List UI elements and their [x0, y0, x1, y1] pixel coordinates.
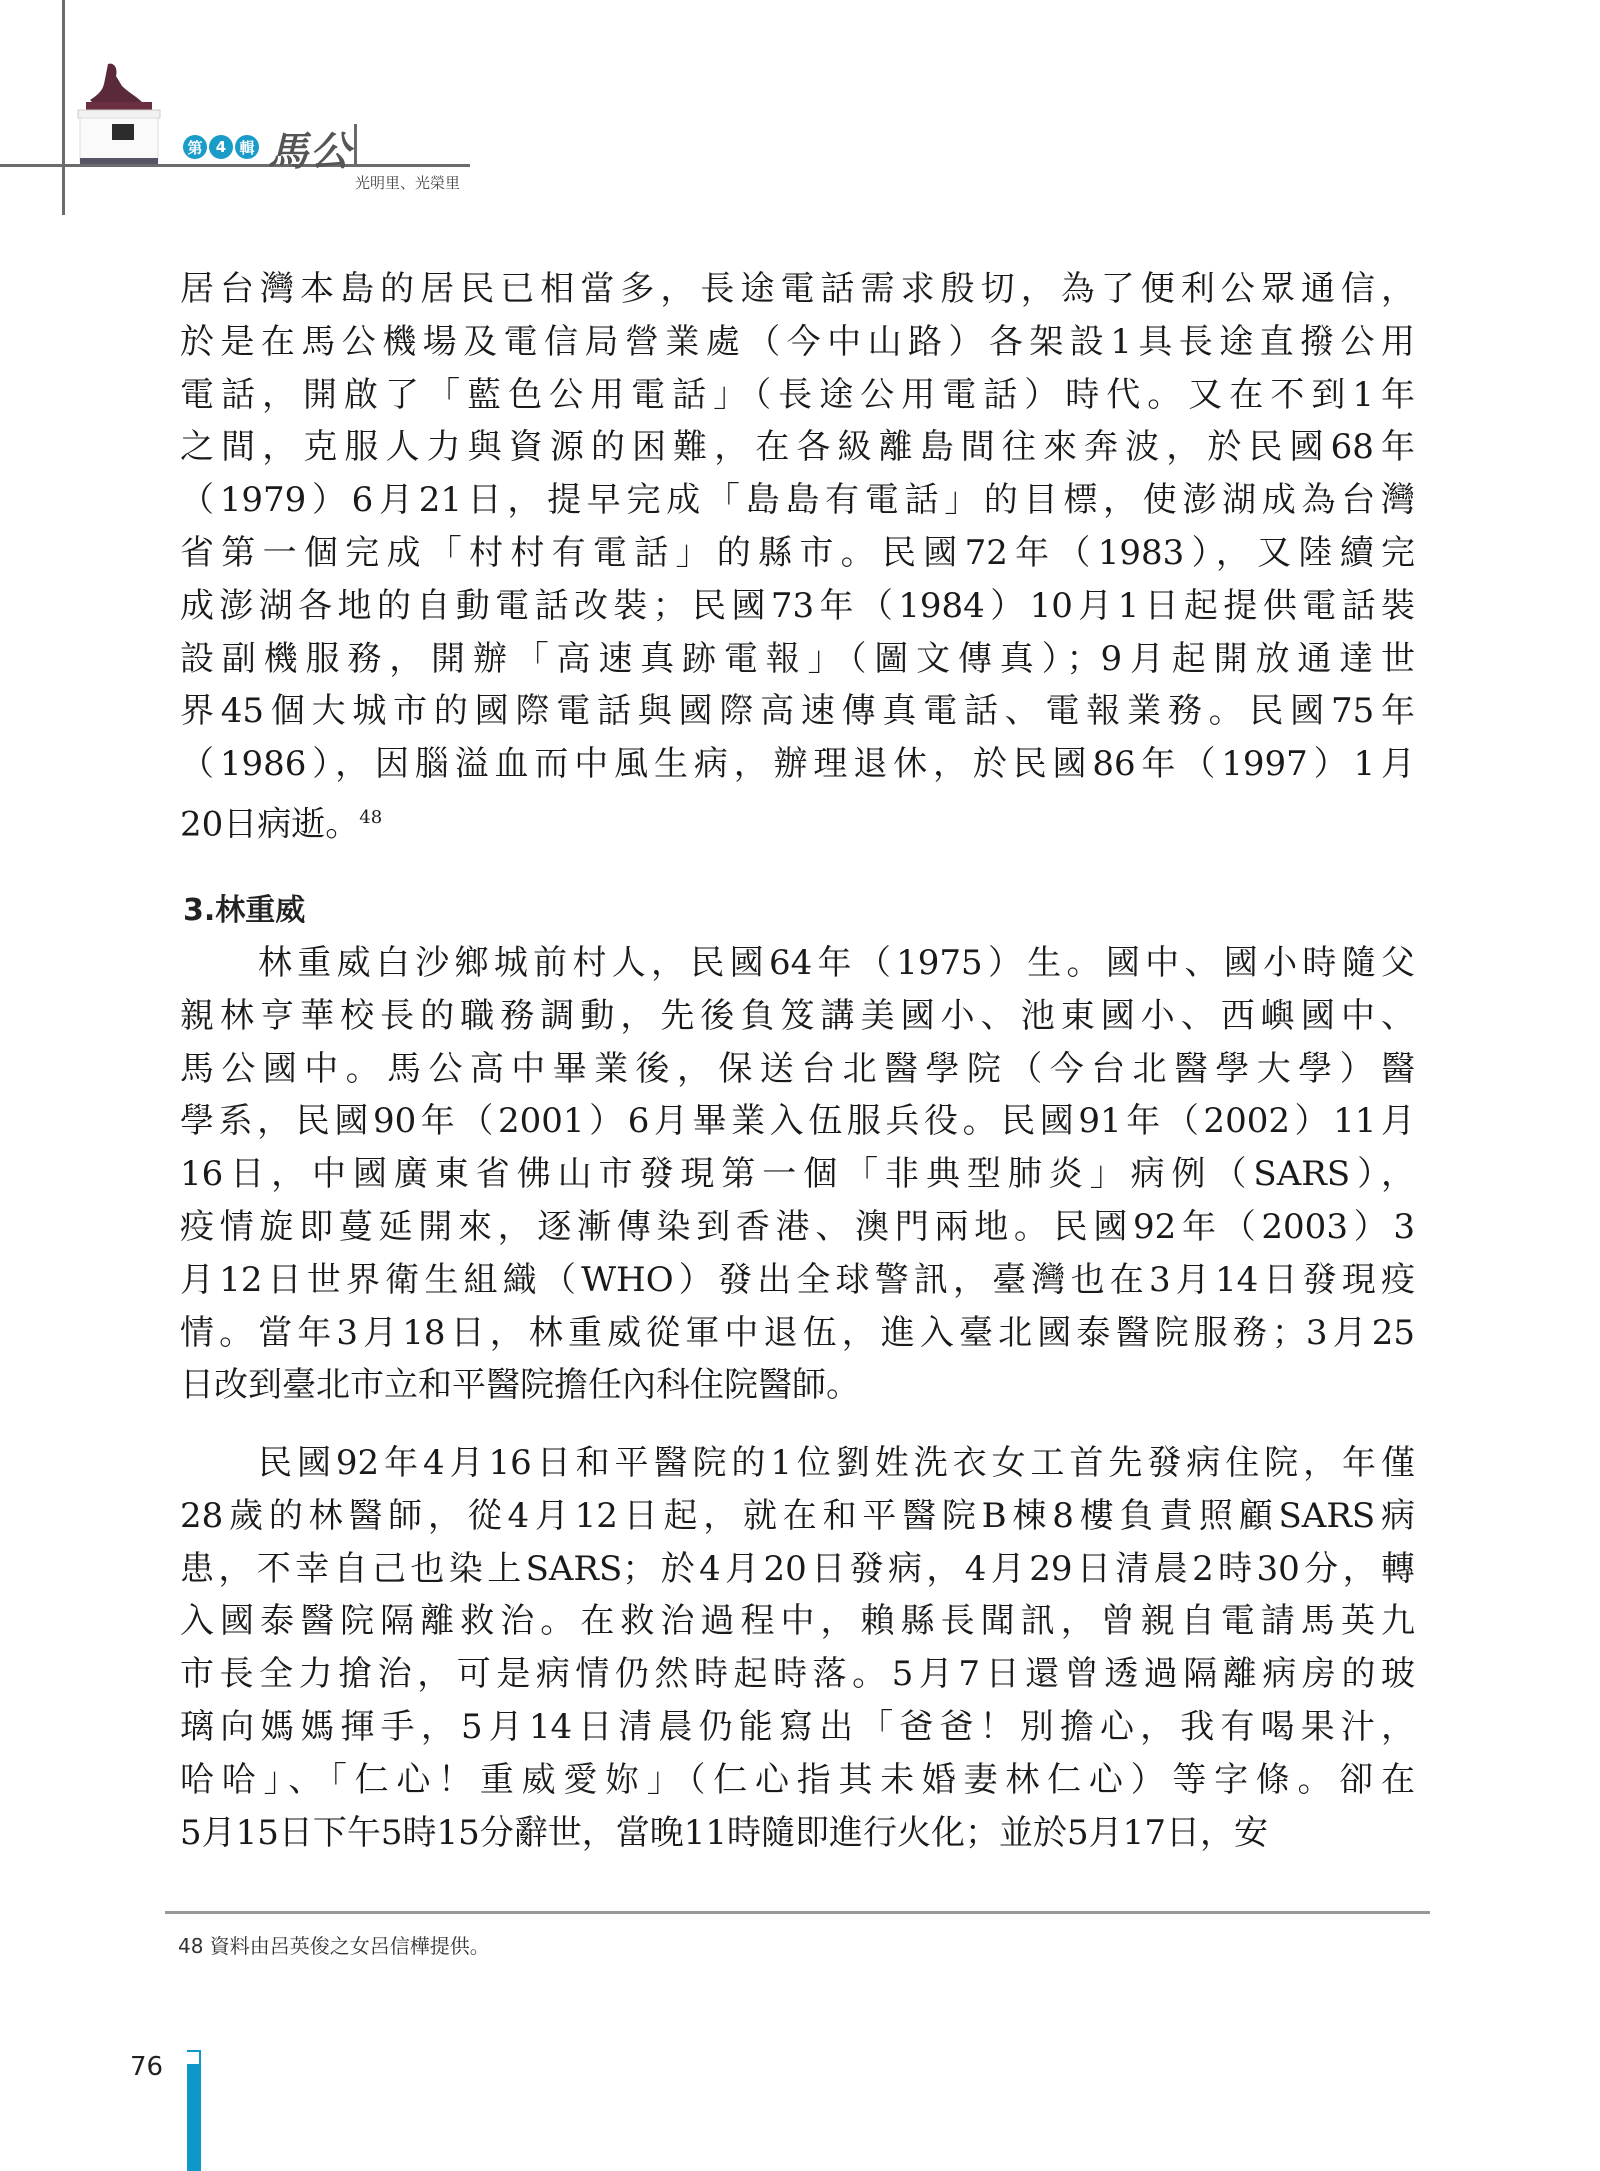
- paragraph-1-line: （1986），因腦溢血而中風生病，辦理退休，於民國86年（1997）1月: [180, 744, 1415, 785]
- paragraph-3-line: 哈哈」、「仁心！重威愛妳」（仁心指其未婚妻林仁心）等字條。卻在: [180, 1759, 1415, 1800]
- paragraph-1-line: 成澎湖各地的自動電話改裝；民國73年（1984）10月1日起提供電話裝: [180, 585, 1415, 626]
- chapter-subtitle: 光明里、光榮里: [355, 174, 461, 192]
- chapter-title: 馬公: [268, 128, 352, 175]
- badge-di: 第: [183, 135, 207, 159]
- page-number: 76: [130, 2052, 164, 2082]
- paragraph-2-line: 馬公國中。馬公高中畢業後，保送台北醫學院（今台北醫學大學）醫: [180, 1048, 1415, 1089]
- paragraph-2-line: 日改到臺北市立和平醫院擔任內科住院醫師。: [180, 1365, 860, 1406]
- header-vertical-rule: [62, 0, 65, 215]
- paragraph-1-line: 居台灣本島的居民已相當多，長途電話需求殷切，為了便利公眾通信，: [180, 269, 1415, 309]
- header-horizontal-rule: [0, 164, 470, 167]
- paragraph-1-line: 之間，克服人力與資源的困難，在各級離島間往來奔波，於民國68年: [180, 427, 1415, 468]
- footnote-ref[interactable]: 48: [359, 807, 383, 828]
- paragraph-1-line: 省第一個完成「村村有電話」的縣市。民國72年（1983），又陸續完: [180, 533, 1415, 573]
- paragraph-1-line: （1979）6月21日，提早完成「島島有電話」的目標，使澎湖成為台灣: [180, 480, 1415, 521]
- paragraph-1-line: 界45個大城市的國際電話與國際高速傳真電話、電報業務。民國75年: [180, 691, 1415, 732]
- paragraph-3-line: 5月15日下午5時15分辭世，當晚11時隨即進行火化；並於5月17日，安: [180, 1812, 1268, 1853]
- footnote: 48 資料由呂英俊之女呂信樺提供。: [178, 1934, 490, 1958]
- paragraph-1-line: 於是在馬公機場及電信局營業處（今中山路）各架設1具長途直撥公用: [180, 321, 1415, 362]
- paragraph-2-line: 疫情旋即蔓延開來，逐漸傳染到香港、澳門兩地。民國92年（2003）3: [180, 1207, 1415, 1247]
- paragraph-1-line: 設副機服務，開辦「高速真跡電報」（圖文傳真）；9月起開放通達世: [180, 638, 1415, 679]
- paragraph-3-line: 入國泰醫院隔離救治。在救治過程中，賴縣長聞訊，曾親自電請馬英九: [180, 1601, 1415, 1642]
- paragraph-2-line: 親林亨華校長的職務調動，先後負笈講美國小、池東國小、西嶼國中、: [180, 995, 1415, 1036]
- paragraph-2-line: 月12日世界衛生組織（WHO）發出全球警訊，臺灣也在3月14日發現疫: [180, 1259, 1415, 1300]
- paragraph-3-line: 28歲的林醫師，從4月12日起，就在和平醫院B棟8樓負責照顧SARS病: [180, 1495, 1415, 1536]
- paragraph-2-line: 16日，中國廣東省佛山市發現第一個「非典型肺炎」病例（SARS），: [180, 1154, 1415, 1195]
- page-accent-bar: [187, 2064, 199, 2171]
- section-heading: 3.林重威: [183, 893, 306, 928]
- paragraph-3-line: 患，不幸自己也染上SARS；於4月20日發病，4月29日清晨2時30分，轉: [180, 1548, 1415, 1589]
- badge-ji: 輯: [235, 135, 259, 159]
- paragraph-1-line: 電話，開啟了「藍色公用電話」（長途公用電話）時代。又在不到1年: [180, 374, 1415, 415]
- paragraph-3-line: 民國92年4月16日和平醫院的1位劉姓洗衣女工首先發病住院，年僅: [258, 1443, 1415, 1483]
- paragraph-1-line: 20日病逝。$^{48}$: [180, 804, 383, 845]
- paragraph-3-line: 市長全力搶治，可是病情仍然時起時落。5月7日還曾透過隔離病房的玻: [180, 1654, 1415, 1695]
- statue-monument-image: [76, 62, 162, 166]
- footnote-divider: [165, 1911, 1430, 1914]
- paragraph-2-line: 學系，民國90年（2001）6月畢業入伍服兵役。民國91年（2002）11月: [180, 1101, 1415, 1142]
- paragraph-2-line: 情。當年3月18日，林重威從軍中退伍，進入臺北國泰醫院服務；3月25: [180, 1312, 1415, 1353]
- title-divider: [354, 124, 357, 166]
- badge-number: 4: [209, 135, 233, 159]
- paragraph-2-line: 林重威白沙鄉城前村人，民國64年（1975）生。國中、國小時隨父: [258, 943, 1415, 983]
- paragraph-3-line: 璃向媽媽揮手，5月14日清晨仍能寫出「爸爸！別擔心，我有喝果汁，: [180, 1707, 1415, 1747]
